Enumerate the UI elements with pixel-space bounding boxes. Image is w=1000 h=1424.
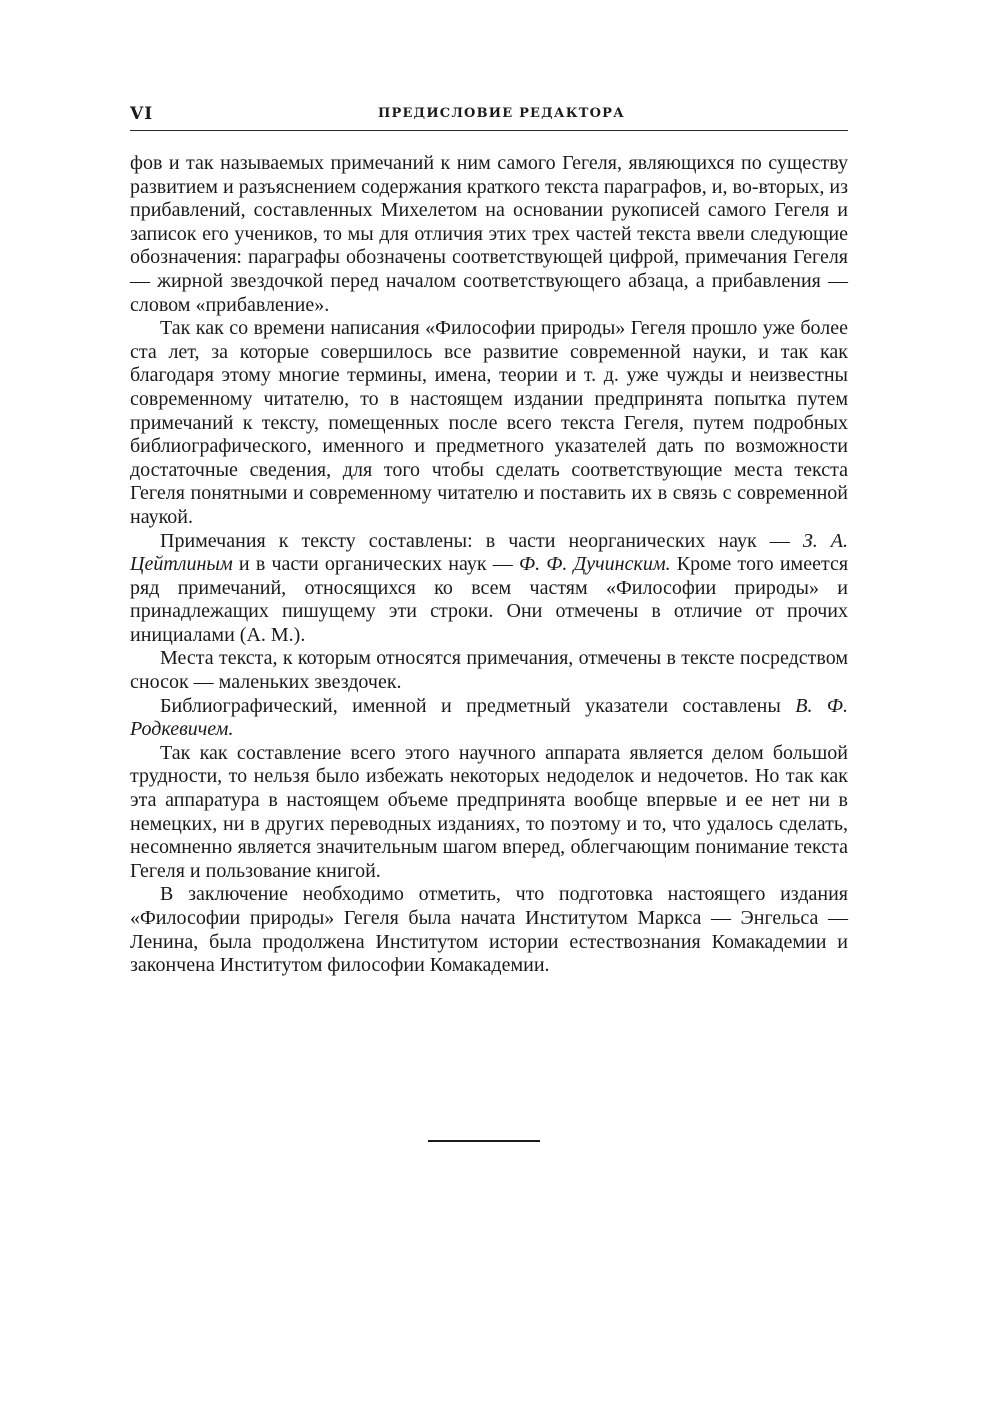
- paragraph-3-text-b: и в части органических наук —: [238, 553, 513, 576]
- running-header: [130, 104, 848, 131]
- section-end-rule: [428, 1140, 540, 1142]
- paragraph-2: Так как со времени написания «Философии природы» Гегеля прошло уже более ста лет, за которые совершилось все развитие современной науки, и так как благодаря этому многие термины, имена, теории и т. д. уже чужды и неизвестны современному читателю, то в настоящем издании предпринята попытка путем примечаний к тексту, помещенных после всего текста Гегеля, путем подробных библиографического, именного и предметного указателей дать по возможности достаточные сведения, для того чтобы сделать соответствующие места текста Гегеля понятными и современному читателю и поставить их в связь с современной наукой.: [130, 317, 848, 528]
- compiler-name-duchinsky: Ф. Ф. Дучинским.: [518, 553, 671, 576]
- paragraph-5: [130, 695, 848, 742]
- compiler-name-tseitlin: З. А. Цейтлиным: [130, 529, 848, 576]
- paragraph-3-text-c: Кроме того имеется ряд примечаний, относящихся ко всем частям «Философии природы» и принадлежащих пишущему эти строки. Они отмечены в отличие от прочих инициалами (А. М.).: [130, 553, 849, 646]
- paragraph-6: Так как составление всего этого научного аппарата является делом большой трудности, то нельзя было избежать некоторых недоделок и недочетов. Но так как эта аппаратура в настоящем объеме предпринята вообще впервые и ее нет ни в немецких, ни в других переводных изданиях, то поэтому и то, что удалось сделать, несомненно является значительным шагом вперед, облегчающим понимание текста Гегеля и пользование книгой.: [130, 741, 848, 882]
- compiler-name-rodkevich: В. Ф. Родкевичем.: [130, 694, 848, 741]
- paragraph-3-text-a: Примечания к тексту составлены: в части неорганических наук —: [160, 529, 790, 552]
- paragraph-1: фов и так называемых примечаний к ним самого Гегеля, являющихся по существу развитием и разъяснением содержания краткого текста параграфов, и, во-вторых, из прибавлений, составленных Михелетом на основании рукописей самого Гегеля и записок его учеников, то мы для отличия этих трех частей текста ввели следующие обозначения: параграфы обозначены соответствующей цифрой, примечания Гегеля — жирной звездочкой перед началом соответствующего абзаца, а прибавления — словом «прибавление».: [130, 152, 848, 316]
- running-title: ПРЕДИСЛОВИЕ РЕДАКТОРА: [378, 106, 625, 121]
- paragraph-3: [130, 530, 848, 648]
- paragraph-4: Места текста, к которым относятся примечания, отмечены в тексте посредством сносок — маленьких звездочек.: [130, 647, 848, 694]
- body-text: [130, 152, 848, 978]
- paragraph-7: В заключение необходимо отметить, что подготовка настоящего издания «Философии природы» Гегеля была начата Институтом Маркса — Энгельса — Ленина, была продолжена Институтом истории естествознания Комакадемии и закончена Институтом философии Комакадемии.: [130, 883, 848, 977]
- page-number: VI: [130, 104, 154, 124]
- paragraph-5-text: Библиографический, именной и предметный указатели составлены: [160, 694, 781, 717]
